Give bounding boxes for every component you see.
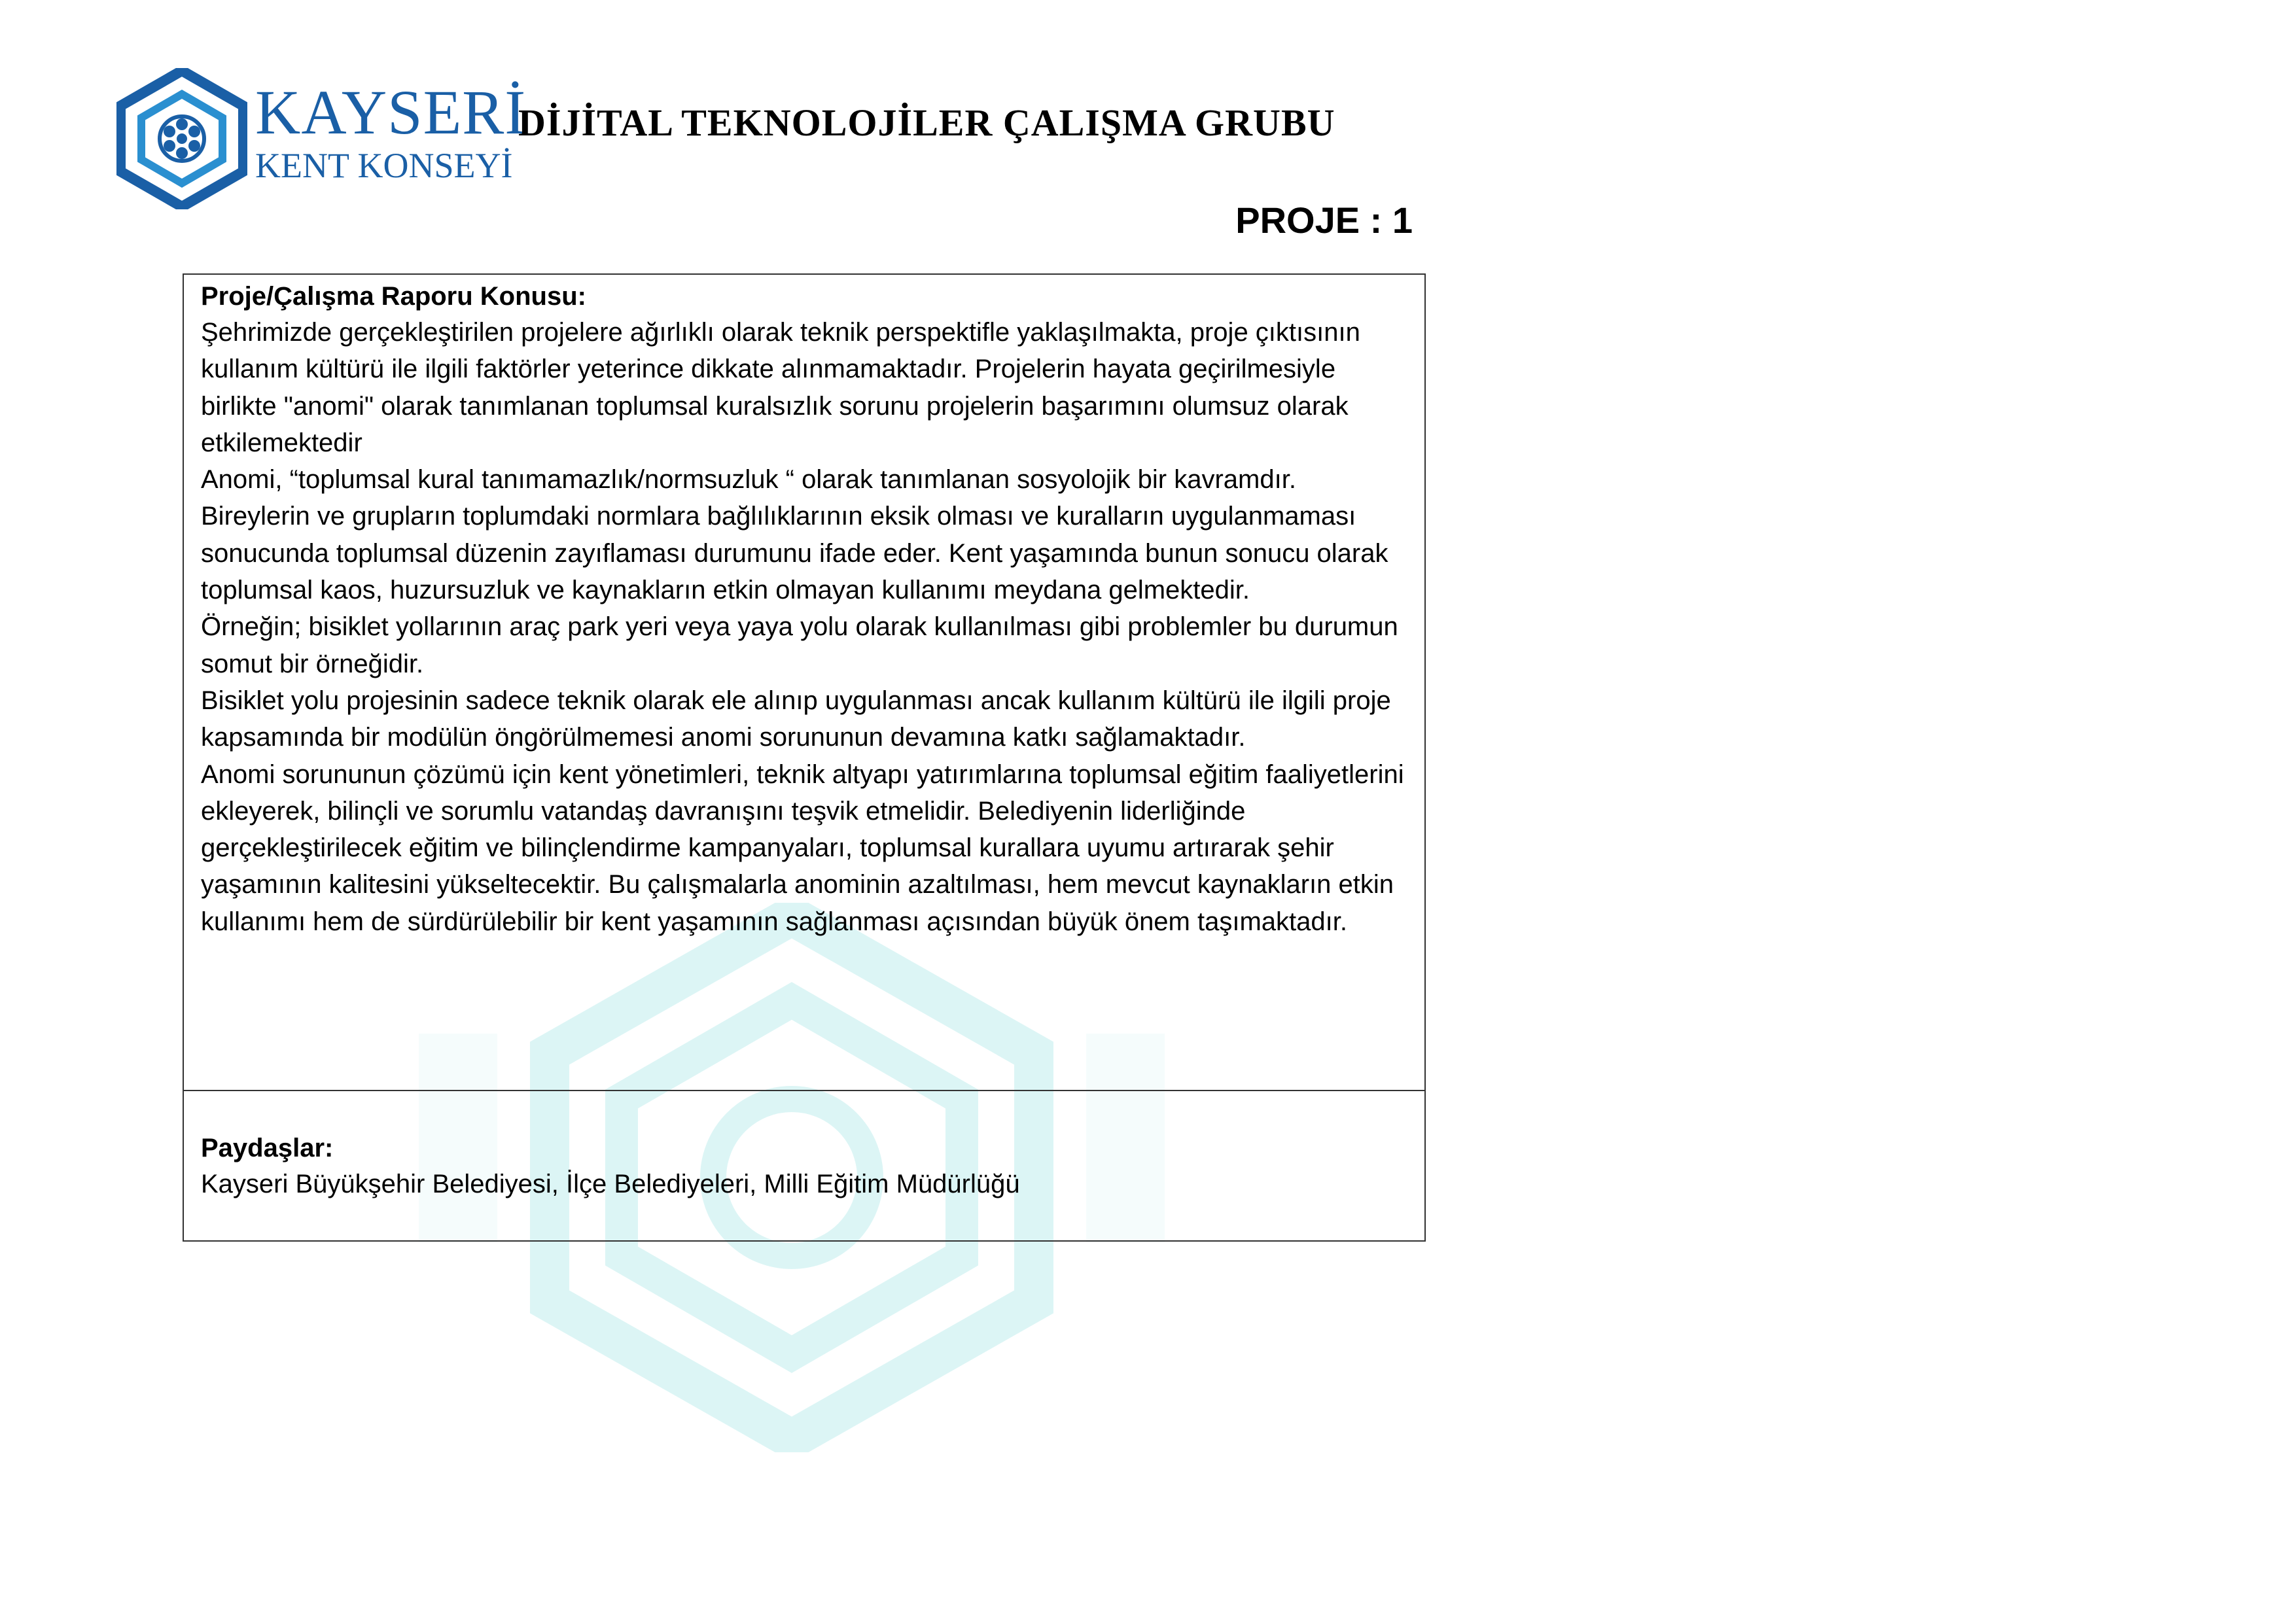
brand-subtitle: KENT KONSEYİ — [255, 146, 513, 185]
topic-paragraph: Bisiklet yolu projesinin sadece teknik olarak ele alınıp uygulanması ancak kullanım kültürü ile ilgili proje kapsamında bir modülün öngörülmemesi anomi sorununun devamına katkı sağlamaktadır. — [201, 686, 1391, 752]
stakeholders-section — [184, 1090, 1424, 1240]
topic-paragraph: Örneğin; bisiklet yollarının araç park yeri veya yaya yolu olarak kullanılması gibi problemler bu durumun somut bir örneğidir. — [201, 612, 1398, 678]
topic-section — [184, 275, 1424, 1090]
group-title: DİJİTAL TEKNOLOJİLER ÇALIŞMA GRUBU — [518, 101, 1335, 144]
kayseri-kent-konseyi-logo-icon — [116, 68, 247, 209]
brand-block — [255, 77, 527, 185]
report-table — [183, 273, 1426, 1242]
topic-paragraph: Şehrimizde gerçekleştirilen projelere ağırlıklı olarak teknik perspektifle yaklaşılmakta, proje çıktısının kullanım kültürü ile ilgili faktörler yeterince dikkate alınmamaktadır. Projelerin hayata geçirilmesiyle birlikte "anomi" olarak tanımlanan toplumsal kuralsızlık sorunu projelerin başarımını olumsuz olarak etkilemektedir — [201, 318, 1360, 457]
stakeholders-heading: Paydaşlar: — [201, 1134, 334, 1162]
stakeholders-text: Kayseri Büyükşehir Belediyesi, İlçe Belediyeleri, Milli Eğitim Müdürlüğü — [201, 1170, 1020, 1198]
topic-paragraph: Anomi, “toplumsal kural tanımamazlık/normsuzluk “ olarak tanımlanan sosyolojik bir kavramdır. Bireylerin ve grupların toplumdaki normlara bağlılıklarının eksik olması ve kuralların uygulanmaması sonucunda toplumsal düzenin zayıflaması durumunu ifade eder. Kent yaşamında bunun sonucu olarak toplumsal kaos, huzursuzluk ve kaynakların etkin olmayan kullanımı meydana gelmektedir. — [201, 465, 1388, 605]
project-number: PROJE : 1 — [1235, 200, 1413, 241]
brand-name: KAYSERİ — [255, 77, 527, 147]
topic-heading: Proje/Çalışma Raporu Konusu: — [201, 282, 586, 311]
topic-paragraph: Anomi sorununun çözümü için kent yönetimleri, teknik altyapı yatırımlarına toplumsal eğitim faaliyetlerini ekleyerek, bilinçli ve sorumlu vatandaş davranışını teşvik etmelidir. Belediyenin liderliğinde gerçekleştirilecek eğitim ve bilinçlendirme kampanyaları, toplumsal kurallara uyumu artırarak şehir yaşamının kalitesini yükseltecektir. Bu çalışmalarla anominin azaltılması, hem mevcut kaynakların etkin kullanımı hem de sürdürülebilir bir kent yaşamının sağlanması açısından büyük önem taşımaktadır. — [201, 759, 1404, 936]
